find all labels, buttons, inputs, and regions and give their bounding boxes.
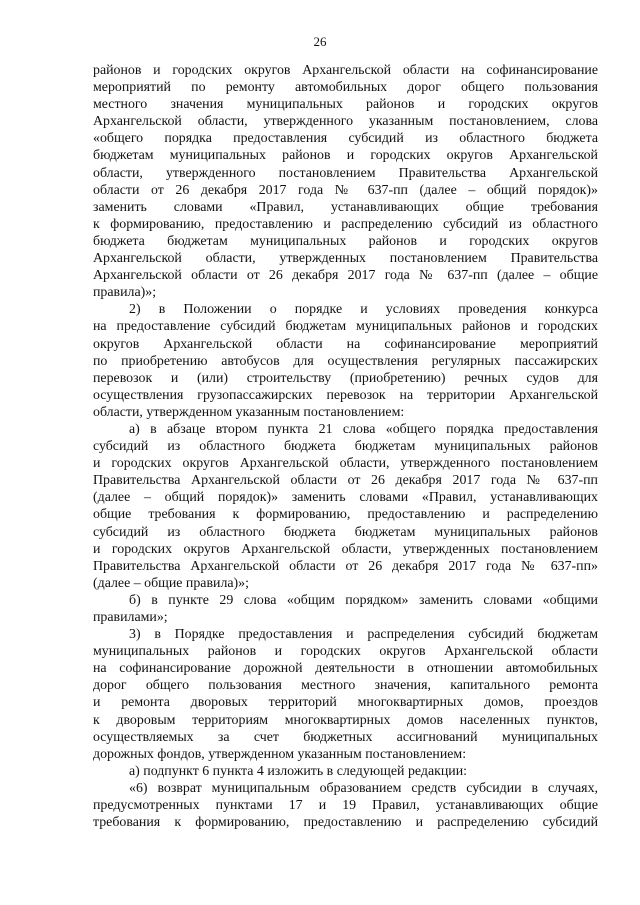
text-line: общие требования к формированию, предоставлению и распределению [93,507,598,523]
text-line: 3) в Порядке предоставления и распределения субсидий бюджетам [129,627,598,643]
text-line: Архангельской области, утвержденного указанным постановлением, слова [93,114,598,130]
text-line: и городских округов Архангельской области, утвержденного постановлением [93,456,598,472]
paragraph-item-2a [93,421,598,592]
text-line: на софинансирование дорожной деятельности в отношении автомобильных [93,661,598,677]
text-line: перевозок и (или) строительству (приобретению) речных судов для [93,370,598,386]
document-body [93,62,598,831]
text-line: субсидий из областного бюджета бюджетам муниципальных районов [93,439,598,455]
text-line: местного значения муниципальных районов и городских округов [93,97,598,113]
text-line: Архангельской области, утвержденных постановлением Правительства [93,251,598,267]
text-line: осуществляемых за счет бюджетных ассигнований муниципальных [93,729,598,745]
paragraph-item-2b [93,592,598,626]
text-line: правила)»; [93,285,157,301]
text-line: и городских округов Архангельской области, утвержденных постановлением [93,541,598,557]
text-line: Правительства Архангельской области от 26 декабря 2017 года № 637-пп [93,473,598,489]
text-line: по приобретению автобусов для осуществления регулярных пассажирских [93,353,598,369]
paragraph-item-3a [93,763,598,780]
text-line: к дворовым территориям многоквартирных домов населенных пунктов, [93,712,598,728]
paragraph-item-2 [93,301,598,421]
text-line: требования к формированию, предоставлению и распределению субсидий [93,815,598,831]
text-line: а) в абзаце втором пункта 21 слова «общего порядка предоставления [129,421,598,437]
text-line: (далее – общий порядок)» заменить словами «Правил, устанавливающих [93,490,598,506]
paragraph-continuation [93,62,598,301]
text-line: к формированию, предоставлению и распределению субсидий из областного [93,216,598,232]
text-line: 2) в Положении о порядке и условиях проведения конкурса [129,302,598,318]
text-line: (далее – общие правила)»; [93,575,249,591]
text-line: осуществления грузопассажирских перевозок на территории Архангельской [93,387,598,403]
paragraph-quote-6 [93,780,598,831]
text-line: Правительства Архангельской области от 26 декабря 2017 года № 637-пп» [93,558,598,574]
text-line: правилами»; [93,610,168,625]
text-line: области, утвержденного постановлением Правительства Архангельской [93,165,598,181]
text-line: дорог общего пользования местного значения, капитального ремонта [93,678,598,694]
page-number: 26 [313,34,327,49]
text-line: области, утвержденном указанным постановлением: [93,404,405,420]
text-line: области от 26 декабря 2017 года № 637-пп (далее – общий порядок)» [93,182,598,198]
text-line: «общего порядка предоставления субсидий из областного бюджета [93,131,598,147]
text-line: округов Архангельской области на софинансирование мероприятий [93,336,598,352]
text-line: мероприятий по ремонту автомобильных дорог общего пользования [93,80,598,96]
text-line: бюджетам муниципальных районов и городских округов Архангельской [93,148,598,164]
text-line: на предоставление субсидий бюджетам муниципальных районов и городских [93,319,598,335]
text-line: заменить словами «Правил, устанавливающих общие требования [93,199,598,215]
text-line: субсидий из областного бюджета бюджетам муниципальных районов [93,524,598,540]
text-line: Архангельской области от 26 декабря 2017 года № 637-пп (далее – общие [93,268,598,284]
text-line: предусмотренных пунктами 17 и 19 Правил, устанавливающих общие [93,798,598,814]
paragraph-item-3 [93,626,598,763]
text-line: дорожных фондов, утвержденном указанным постановлением: [93,746,467,762]
text-line: бюджета бюджетам муниципальных районов и городских округов [93,233,598,249]
text-line: муниципальных районов и городских округов Архангельской области [93,644,598,660]
text-line: б) в пункте 29 слова «общим порядком» заменить словами «общими [129,592,598,608]
text-line: районов и городских округов Архангельской области на софинансирование [93,63,598,78]
text-line: «6) возврат муниципальным образованием средств субсидии в случаях, [129,780,598,796]
text-line: и ремонта дворовых территорий многоквартирных домов, проездов [93,695,598,711]
text-line: а) подпункт 6 пункта 4 изложить в следующей редакции: [129,763,468,779]
